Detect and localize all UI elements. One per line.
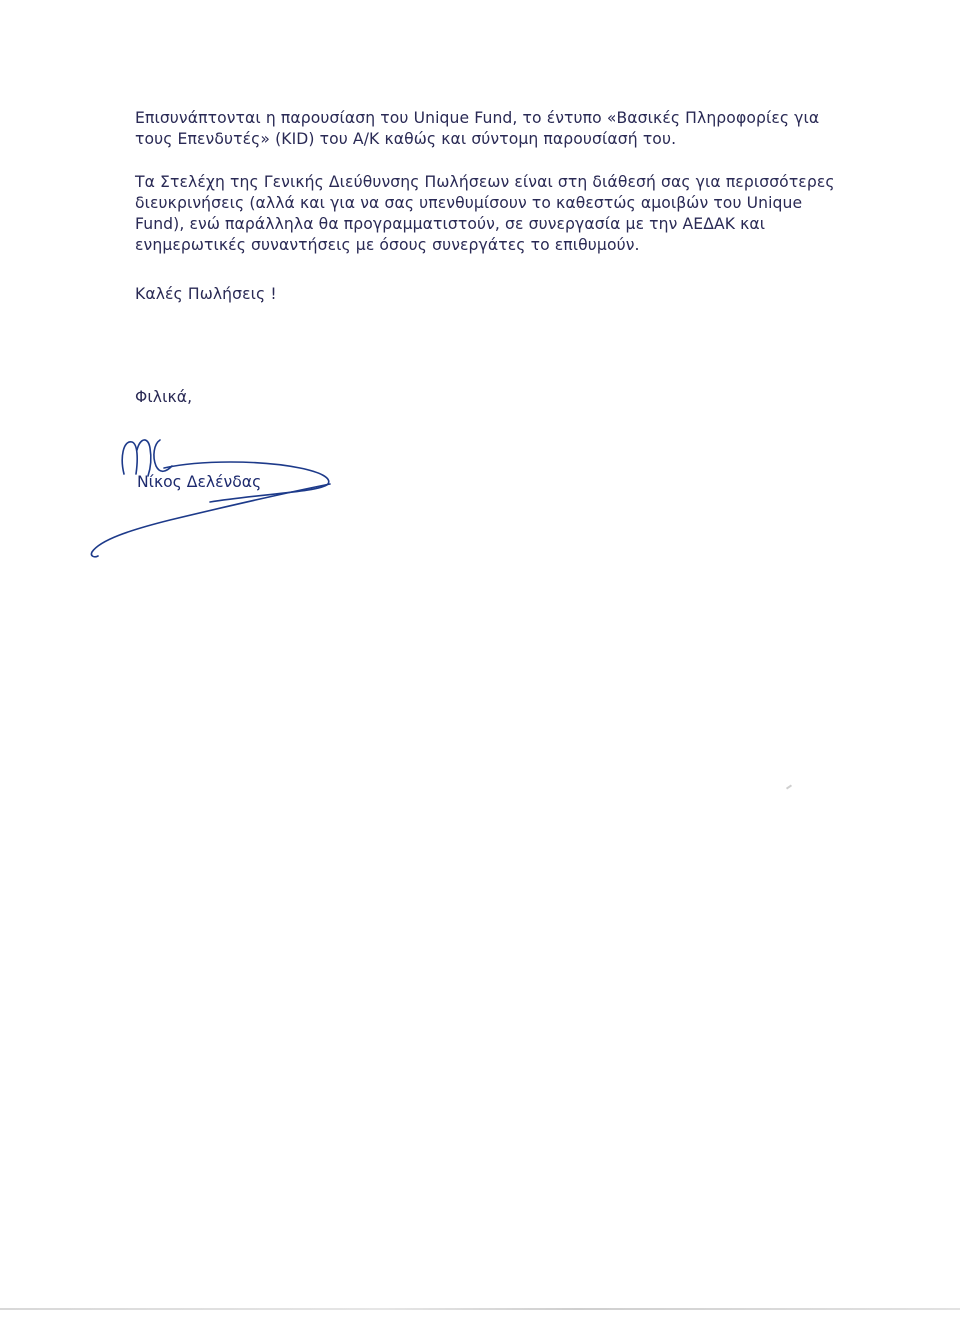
paragraph-line: Τα Στελέχη της Γενικής Διεύθυνσης Πωλήσεων είναι στη διάθεσή σας για περισσότερες [135,173,835,191]
regards-line: Φιλικά, [135,388,193,406]
paragraph-line: Fund), ενώ παράλληλα θα προγραμματιστούν, σε συνεργασία με την ΑΕΔΑΚ και [135,215,766,233]
paragraph-line: Επισυνάπτονται η παρουσίαση του Unique Fund, το έντυπο «Βασικές Πληροφορίες για [135,109,820,127]
paragraph-attachments [135,108,855,150]
paragraph-line: ενημερωτικές συναντήσεις με όσους συνεργάτες το επιθυμούν. [135,236,640,254]
scan-speck [786,784,792,789]
signature-stroke [122,442,137,474]
signature-stroke [91,484,330,557]
paragraph-sales-staff [135,172,855,256]
handwritten-signature [80,430,360,570]
paragraph-line: τους Επενδυτές» (KID) του Α/Κ καθώς και σύντομη παρουσίασή του. [135,130,677,148]
signature-stroke [137,440,151,476]
closing-line: Καλές Πωλήσεις ! [135,285,277,303]
scan-edge-line [0,1308,960,1310]
signatory-name: Νίκος Δελένδας [137,473,262,491]
paragraph-line: διευκρινήσεις (αλλά και για να σας υπενθυμίσουν το καθεστώς αμοιβών του Unique [135,194,803,212]
